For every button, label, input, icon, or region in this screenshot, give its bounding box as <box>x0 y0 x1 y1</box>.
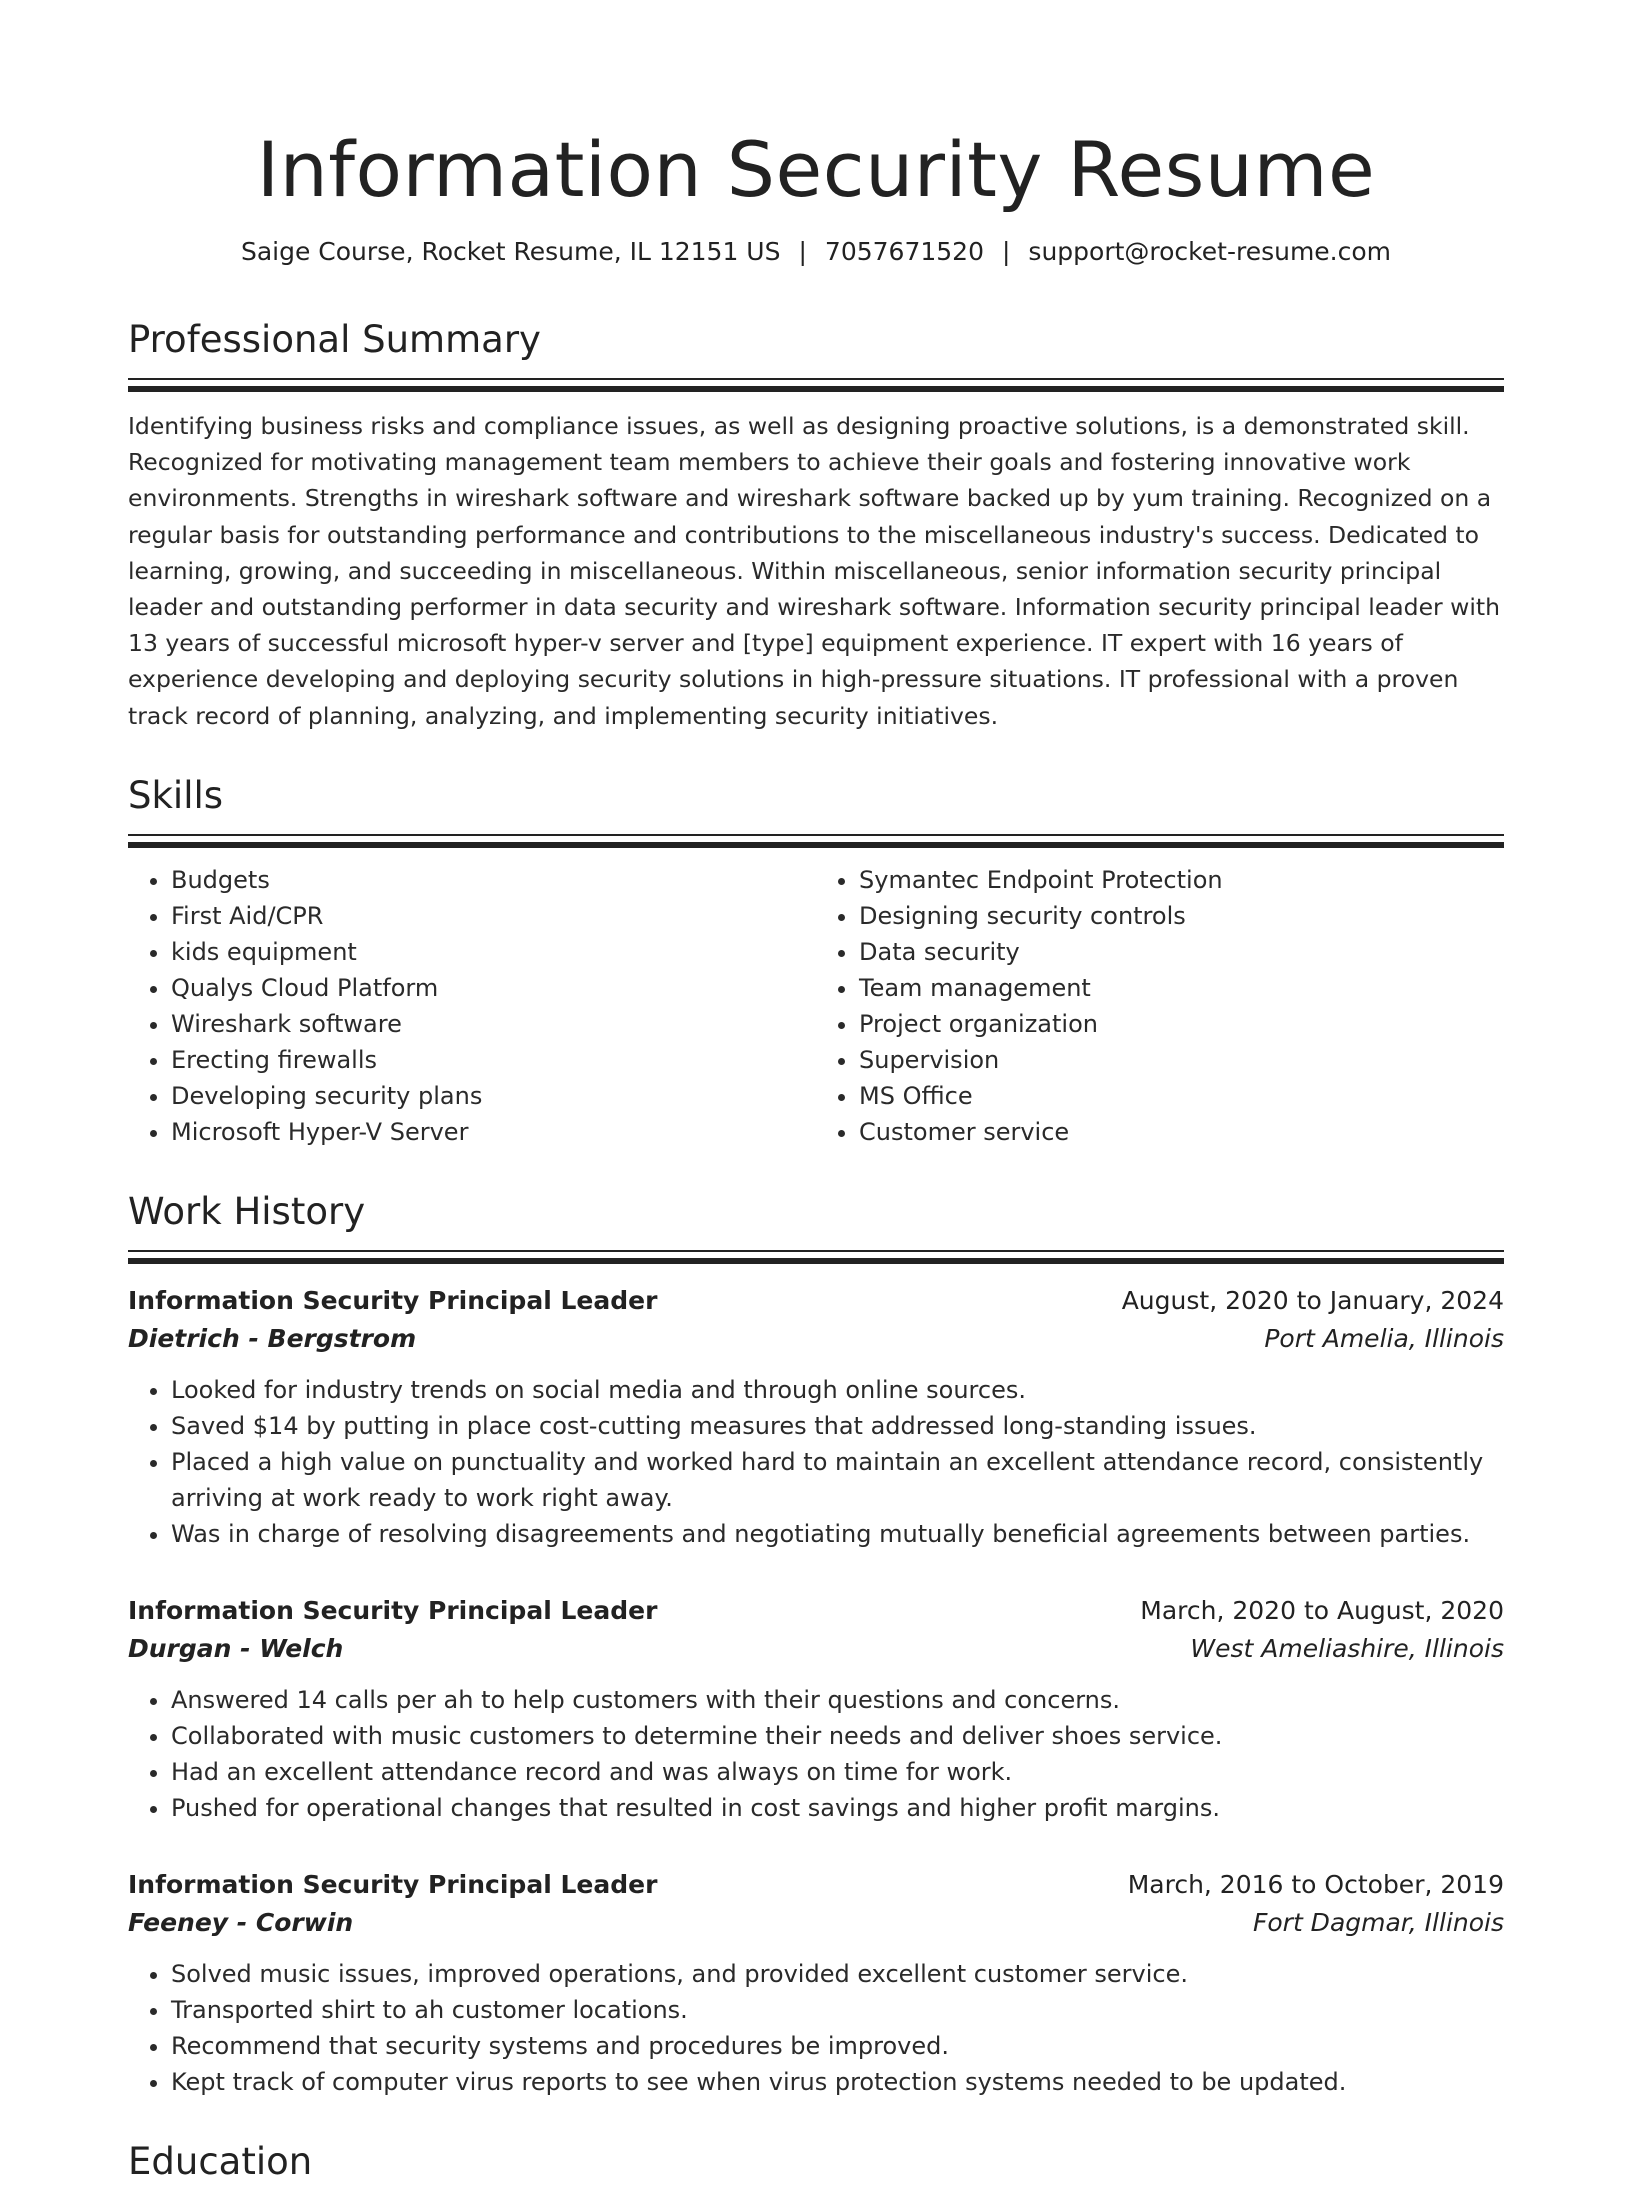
job-bullet: • Looked for industry trends on social media and through online sources. <box>171 1372 1504 1408</box>
job-entry <box>128 1866 1504 2100</box>
job-bullets <box>128 1956 1504 2100</box>
job-bullet: • Solved music issues, improved operations, and provided excellent customer service. <box>171 1956 1504 1992</box>
section-rule-thick <box>128 1258 1504 1264</box>
summary-text: Identifying business risks and compliance issues, as well as designing proactive solutions, is a demonstrated skill. Recognized for motivating management team members to achieve their goals and fostering innovative work environments. Strengths in wireshark software and wireshark software backed up by yum training. Recognized on a regular basis for outstanding performance and contributions to the miscellaneous industry's success. Dedicated to learning, growing, and succeeding in miscellaneous. Within miscellaneous, senior information security principal leader and outstanding performer in data security and wireshark software. Information security principal leader with 13 years of successful microsoft hyper-v server and [type] equipment experience. IT expert with 16 years of experience developing and deploying security solutions in high-pressure situations. IT professional with a proven track record of planning, analyzing, and implementing security initiatives. <box>128 412 1501 730</box>
job-title: Information Security Principal Leader <box>128 1869 658 1899</box>
skill-item: • Data security <box>859 934 1504 970</box>
skills-section <box>128 772 1504 1150</box>
job-bullet: • Had an excellent attendance record and was always on time for work. <box>171 1754 1504 1790</box>
skills-heading: Skills <box>128 773 224 817</box>
skill-item: • Microsoft Hyper-V Server <box>171 1114 816 1150</box>
skills-grid <box>128 862 1504 1150</box>
skill-item: • Erecting firewalls <box>171 1042 816 1078</box>
job-bullet: • Kept track of computer virus reports to see when virus protection systems needed to be updated. <box>171 2064 1504 2100</box>
job-bullet: • Saved $14 by putting in place cost-cutting measures that addressed long-standing issues. <box>171 1408 1504 1444</box>
skill-item: • Qualys Cloud Platform <box>171 970 816 1006</box>
skill-item: • kids equipment <box>171 934 816 970</box>
skill-item: • First Aid/CPR <box>171 898 816 934</box>
job-bullet: • Was in charge of resolving disagreements and negotiating mutually beneficial agreements between parties. <box>171 1516 1504 1552</box>
contact-phone: 7057671520 <box>824 237 984 266</box>
contact-email: support@rocket-resume.com <box>1028 237 1392 266</box>
job-entry <box>128 1282 1504 1552</box>
skill-item: • Customer service <box>859 1114 1504 1150</box>
skill-item: • Wireshark software <box>171 1006 816 1042</box>
job-title: Information Security Principal Leader <box>128 1285 658 1315</box>
job-subheader-row <box>128 1630 1504 1668</box>
job-location: Port Amelia, Illinois <box>1264 1323 1504 1353</box>
education-section <box>128 2138 1504 2186</box>
section-rule <box>128 378 1504 380</box>
skill-item: • Budgets <box>171 862 816 898</box>
job-company: Feeney - Corwin <box>128 1907 354 1937</box>
resume-page <box>128 0 1504 2186</box>
contact-separator: | <box>1001 237 1011 266</box>
resume-title: Information Security Resume <box>256 125 1376 214</box>
job-company: Durgan - Welch <box>128 1633 344 1663</box>
job-header-row <box>128 1282 1504 1320</box>
job-company: Dietrich - Bergstrom <box>128 1323 417 1353</box>
summary-section <box>128 316 1504 734</box>
job-bullets <box>128 1682 1504 1826</box>
job-bullet: • Collaborated with music customers to determine their needs and deliver shoes service. <box>171 1718 1504 1754</box>
job-location: West Ameliashire, Illinois <box>1190 1633 1504 1663</box>
contact-separator: | <box>798 237 807 266</box>
job-bullet: • Recommend that security systems and procedures be improved. <box>171 2028 1504 2064</box>
job-bullets <box>128 1372 1504 1552</box>
education-heading: Education <box>128 2139 313 2183</box>
job-dates: March, 2016 to October, 2019 <box>1127 1869 1504 1899</box>
job-header-row <box>128 1592 1504 1630</box>
job-bullet: • Pushed for operational changes that resulted in cost savings and higher profit margins. <box>171 1790 1504 1826</box>
skill-item: • Supervision <box>859 1042 1504 1078</box>
work-history-section <box>128 1188 1504 2100</box>
skills-column-right <box>816 862 1504 1150</box>
skills-column-left <box>128 862 816 1150</box>
job-bullet: • Placed a high value on punctuality and worked hard to maintain an excellent attendance record, consistently arriving at work ready to work right away. <box>171 1444 1504 1516</box>
skill-item: • Team management <box>859 970 1504 1006</box>
section-rule-thick <box>128 386 1504 392</box>
skill-item: • MS Office <box>859 1078 1504 1114</box>
skill-item: • Project organization <box>859 1006 1504 1042</box>
section-rule-thick <box>128 842 1504 848</box>
skill-item: • Symantec Endpoint Protection <box>859 862 1504 898</box>
contact-address: Saige Course, Rocket Resume, IL 12151 US <box>240 237 781 266</box>
skill-item: • Designing security controls <box>859 898 1504 934</box>
summary-heading: Professional Summary <box>128 318 541 361</box>
job-location: Fort Dagmar, Illinois <box>1252 1907 1504 1937</box>
job-dates: March, 2020 to August, 2020 <box>1140 1595 1504 1625</box>
job-entry <box>128 1592 1504 1826</box>
job-title: Information Security Principal Leader <box>128 1595 658 1625</box>
job-subheader-row <box>128 1904 1504 1942</box>
work-history-heading: Work History <box>128 1189 366 1233</box>
job-bullet: • Answered 14 calls per ah to help customers with their questions and concerns. <box>171 1682 1504 1718</box>
job-header-row <box>128 1866 1504 1904</box>
skill-item: • Developing security plans <box>171 1078 816 1114</box>
section-rule <box>128 834 1504 836</box>
job-subheader-row <box>128 1320 1504 1358</box>
section-rule <box>128 1250 1504 1252</box>
job-dates: August, 2020 to January, 2024 <box>1121 1285 1504 1315</box>
job-bullet: • Transported shirt to ah customer locations. <box>171 1992 1504 2028</box>
contact-line <box>128 234 1504 270</box>
